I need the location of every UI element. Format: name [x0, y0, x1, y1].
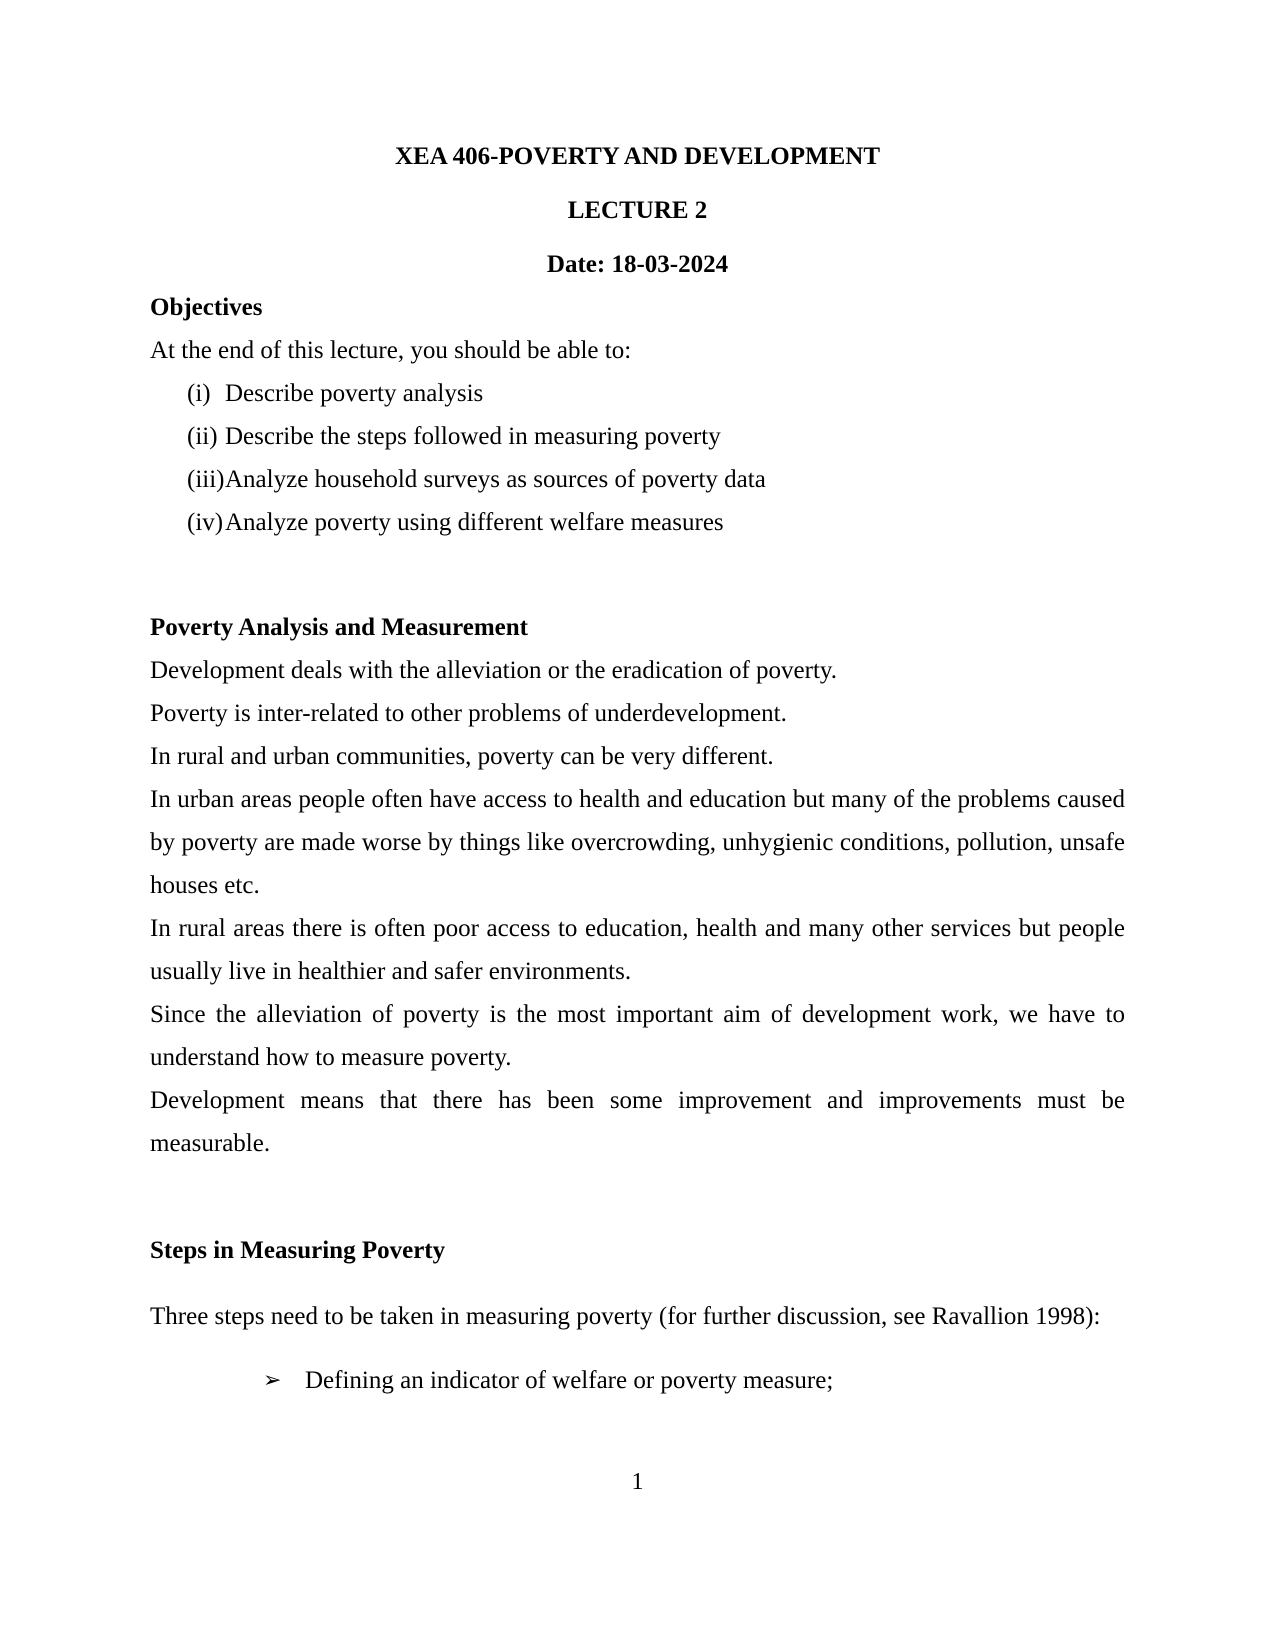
arrowhead-bullet-icon: ➢: [263, 1368, 282, 1393]
steps-section-heading: Steps in Measuring Poverty: [150, 1237, 446, 1264]
list-item-text: Describe poverty analysis: [225, 380, 484, 407]
analysis-paragraph: In rural areas there is often poor access to education, health and many other services but people usually live in healthier and safer environments.: [150, 915, 1125, 985]
list-item-marker: (ii): [187, 423, 218, 450]
objectives-list: [150, 372, 1125, 544]
list-item: [150, 415, 1125, 458]
steps-intro: Three steps need to be taken in measuring poverty (for further discussion, see Ravallion 1998):: [150, 1303, 1101, 1330]
list-item-marker: (iv): [187, 509, 224, 536]
page-number: 1: [631, 1469, 644, 1495]
objectives-intro: At the end of this lecture, you should be able to:: [150, 337, 632, 364]
analysis-paragraph: Since the alleviation of poverty is the most important aim of development work, we have to understand how to measure poverty.: [150, 1001, 1125, 1071]
list-item: [150, 501, 1125, 544]
title-block: [150, 135, 1125, 286]
analysis-paragraph: Development means that there has been some improvement and improvements must be measurable.: [150, 1087, 1125, 1157]
list-item: [150, 372, 1125, 415]
list-item-marker: (i): [187, 380, 211, 407]
bullet-list-item: [150, 1359, 1125, 1402]
bullet-item-text: Defining an indicator of welfare or poverty measure;: [305, 1367, 834, 1394]
list-item-text: Analyze poverty using different welfare measures: [225, 509, 724, 536]
lecture-date: Date: 18-03-2024: [546, 251, 729, 278]
list-item-marker: (iii): [187, 466, 225, 493]
list-item-text: Describe the steps followed in measuring poverty: [225, 423, 721, 450]
objectives-heading: Objectives: [150, 294, 263, 321]
lecture-title: LECTURE 2: [567, 197, 708, 224]
list-item-text: Analyze household surveys as sources of poverty data: [225, 466, 766, 493]
analysis-section-heading: Poverty Analysis and Measurement: [150, 614, 528, 641]
list-item: [150, 458, 1125, 501]
analysis-paragraph: Development deals with the alleviation or the eradication of poverty.: [150, 657, 838, 684]
analysis-paragraph: Poverty is inter-related to other problems of underdevelopment.: [150, 700, 787, 727]
analysis-paragraph: In urban areas people often have access to health and education but many of the problems caused by poverty are made worse by things like overcrowding, unhygienic conditions, pollution, unsafe houses etc.: [150, 786, 1125, 899]
analysis-paragraph: In rural and urban communities, poverty can be very different.: [150, 743, 774, 770]
course-title: XEA 406-POVERTY AND DEVELOPMENT: [394, 143, 881, 170]
